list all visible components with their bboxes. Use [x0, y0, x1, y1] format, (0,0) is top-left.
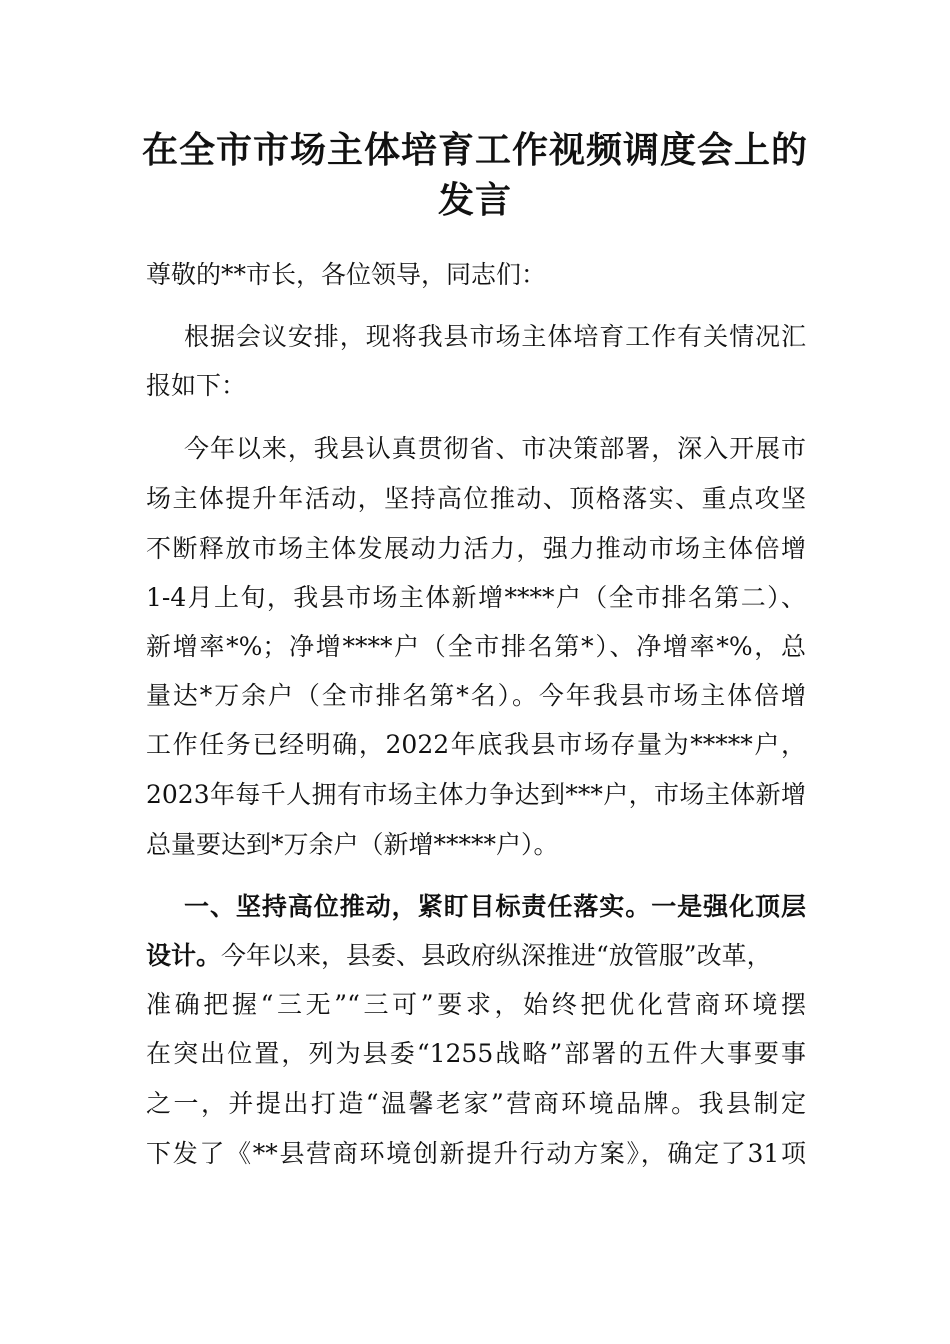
paragraph-3-heading-continued: 设计。 [146, 941, 222, 970]
paragraph-1-line-1: 根据会议安排，现将我县市场主体培育工作有关情况汇 [184, 322, 806, 351]
paragraph-2-line-9: 总量要达到*万余户（新增*****户）。 [146, 830, 559, 859]
paragraph-2-line-5: 新增率*%；净增****户（全市排名第*）、净增率*%，总 [146, 632, 806, 661]
paragraph-2-line-3: 不断释放市场主体发展动力活力，强力推动市场主体倍增 [146, 534, 806, 563]
paragraph-3-line-3: 准确把握“三无”“三可”要求，始终把优化营商环境摆 [146, 990, 806, 1019]
paragraph-3-line-2-text: 今年以来，县委、县政府纵深推进“放管服”改革， [221, 941, 772, 970]
salutation: 尊敬的**市长，各位领导，同志们： [146, 260, 547, 289]
paragraph-1-line-2: 报如下： [146, 371, 247, 400]
paragraph-2-line-7: 工作任务已经明确，2022年底我县市场存量为*****户， [146, 730, 806, 759]
paragraph-3-line-5: 之一，并提出打造“温馨老家”营商环境品牌。我县制定 [146, 1089, 806, 1118]
paragraph-3-heading: 一、坚持高位推动，紧盯目标责任落实。一是强化顶层 [184, 892, 806, 921]
paragraph-2-line-1: 今年以来，我县认真贯彻省、市决策部署，深入开展市 [184, 434, 806, 463]
paragraph-2-line-2: 场主体提升年活动，坚持高位推动、顶格落实、重点攻坚 [146, 484, 806, 513]
paragraph-2-line-6: 量达*万余户（全市排名第*名）。今年我县市场主体倍增 [146, 681, 806, 710]
paragraph-3-line-4: 在突出位置，列为县委“1255战略”部署的五件大事要事 [146, 1039, 806, 1068]
paragraph-2-line-8: 2023年每千人拥有市场主体力争达到***户，市场主体新增 [146, 780, 806, 809]
document-title-line-1: 在全市市场主体培育工作视频调度会上的 [141, 129, 808, 171]
document-title-line-2: 发言 [437, 179, 512, 221]
paragraph-3-line-6: 下发了《**县营商环境创新提升行动方案》，确定了31项 [146, 1139, 806, 1168]
paragraph-2-line-4: 1-4月上旬，我县市场主体新增****户（全市排名第二）、 [146, 583, 806, 612]
paragraph-3-line-2 [146, 940, 806, 972]
